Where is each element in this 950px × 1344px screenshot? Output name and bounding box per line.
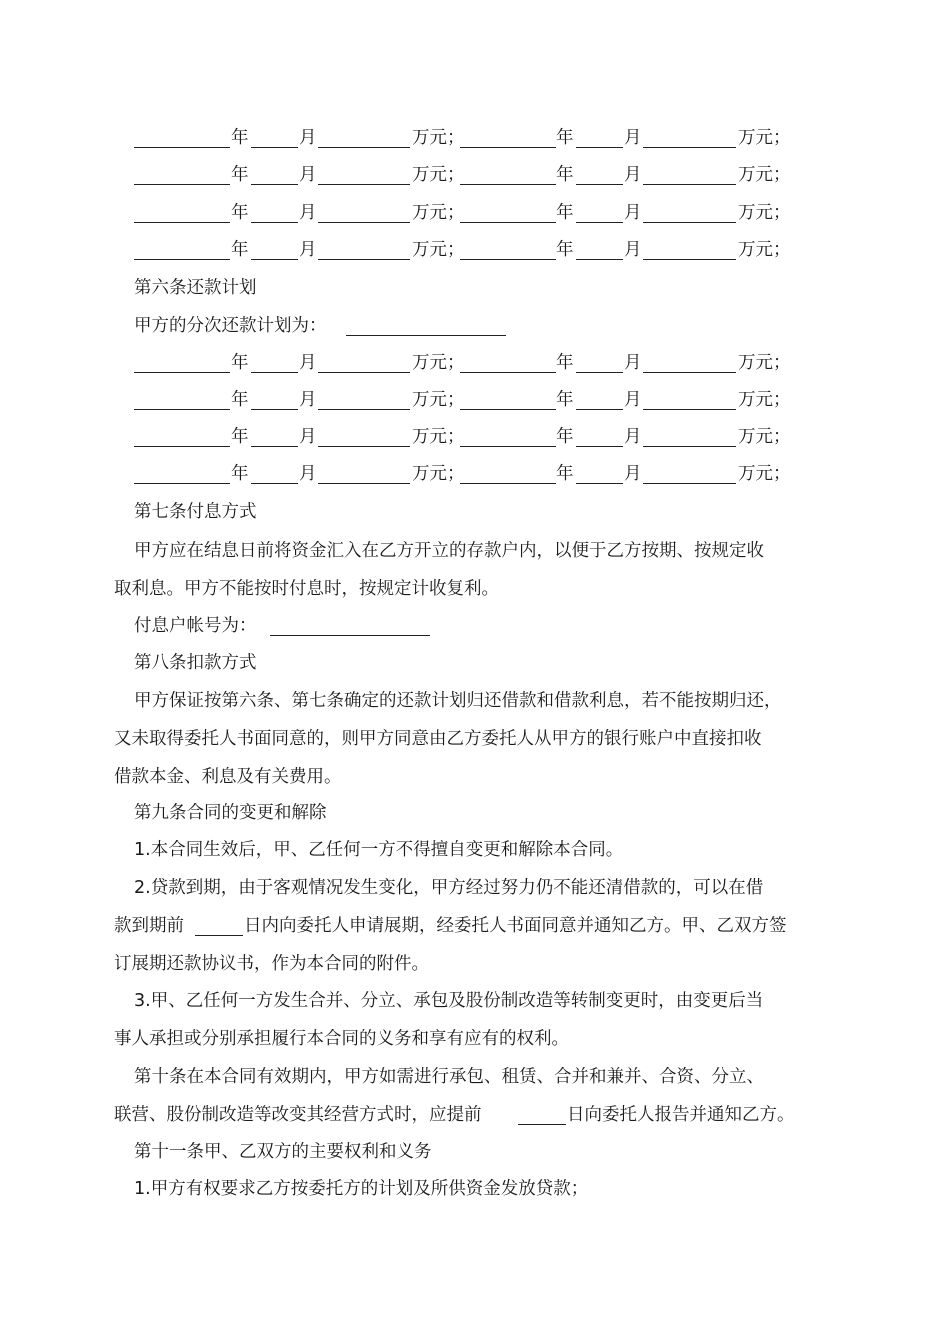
section6-plan-label: 甲方的分次还款计划为： xyxy=(134,316,327,336)
month-label: 月 xyxy=(299,464,317,484)
blank-year xyxy=(134,259,230,260)
schedule-row xyxy=(0,201,950,225)
section9-title: 第九条合同的变更和解除 xyxy=(134,803,327,823)
month-label: 月 xyxy=(299,203,317,223)
year-label: 年 xyxy=(556,203,574,223)
blank-year xyxy=(460,372,556,373)
account-blank xyxy=(270,635,430,636)
blank-amount xyxy=(643,184,736,185)
blank-month xyxy=(576,372,623,373)
schedule-row xyxy=(0,126,950,150)
section7-account-label: 付息户帐号为： xyxy=(134,616,257,636)
section7-title: 第七条付息方式 xyxy=(134,502,257,522)
section9-item2-line1: 2.贷款到期，由于客观情况发生变化，甲方经过努力仍不能还清借款的，可以在借 xyxy=(134,878,764,898)
amount-label: 万元； xyxy=(412,427,465,447)
month-label: 月 xyxy=(299,240,317,260)
amount-label: 万元； xyxy=(738,353,791,373)
schedule-row xyxy=(0,351,950,375)
blank-amount xyxy=(318,259,410,260)
blank-month xyxy=(576,222,623,223)
section10-line2a: 联营、股份制改造等改变其经营方式时，应提前 xyxy=(114,1105,482,1125)
blank-amount xyxy=(643,483,736,484)
amount-label: 万元； xyxy=(412,353,465,373)
blank-year xyxy=(134,483,230,484)
blank-year xyxy=(460,409,556,410)
month-label: 月 xyxy=(299,390,317,410)
section9-item1: 1.本合同生效后，甲、乙任何一方不得擅自变更和解除本合同。 xyxy=(134,840,624,860)
month-label: 月 xyxy=(299,427,317,447)
blank-amount xyxy=(643,222,736,223)
blank-year xyxy=(134,409,230,410)
year-label: 年 xyxy=(556,464,574,484)
section10-line2b: 日向委托人报告并通知乙方。 xyxy=(567,1105,795,1125)
year-label: 年 xyxy=(556,240,574,260)
blank-month xyxy=(251,147,298,148)
month-label: 月 xyxy=(299,353,317,373)
year-label: 年 xyxy=(231,464,249,484)
section6-title: 第六条还款计划 xyxy=(134,278,257,298)
amount-label: 万元； xyxy=(412,165,465,185)
schedule-row xyxy=(0,462,950,486)
month-label: 月 xyxy=(624,427,642,447)
blank-year xyxy=(460,446,556,447)
blank-year xyxy=(460,259,556,260)
blank-month xyxy=(251,372,298,373)
blank-month xyxy=(251,184,298,185)
blank-year xyxy=(134,147,230,148)
section8-title: 第八条扣款方式 xyxy=(134,653,257,673)
amount-label: 万元； xyxy=(412,128,465,148)
year-label: 年 xyxy=(556,427,574,447)
blank-month xyxy=(576,483,623,484)
month-label: 月 xyxy=(624,203,642,223)
blank-year xyxy=(134,372,230,373)
section7-paragraph-line1: 甲方应在结息日前将资金汇入在乙方开立的存款户内，以便于乙方按期、按规定收 xyxy=(134,541,764,561)
section11-title: 第十一条甲、乙双方的主要权利和义务 xyxy=(134,1142,432,1162)
amount-label: 万元； xyxy=(412,464,465,484)
section9-item2-line2b: 日内向委托人申请展期，经委托人书面同意并通知乙方。甲、乙双方签 xyxy=(244,916,787,936)
blank-month xyxy=(576,259,623,260)
year-label: 年 xyxy=(556,353,574,373)
blank-amount xyxy=(318,483,410,484)
blank-amount xyxy=(643,446,736,447)
section10-line1: 第十条在本合同有效期内，甲方如需进行承包、租赁、合并和兼并、合资、分立、 xyxy=(134,1067,764,1087)
month-label: 月 xyxy=(299,128,317,148)
schedule-row xyxy=(0,163,950,187)
amount-label: 万元； xyxy=(412,203,465,223)
blank-amount xyxy=(643,259,736,260)
year-label: 年 xyxy=(231,353,249,373)
section7-paragraph-line2: 取利息。甲方不能按时付息时，按规定计收复利。 xyxy=(114,579,499,599)
blank-month xyxy=(576,184,623,185)
blank-year xyxy=(134,222,230,223)
section9-item3-line1: 3.甲、乙任何一方发生合并、分立、承包及股份制改造等转制变更时，由变更后当 xyxy=(134,991,764,1011)
year-label: 年 xyxy=(231,390,249,410)
blank-year xyxy=(460,222,556,223)
blank-month xyxy=(251,446,298,447)
blank-amount xyxy=(318,446,410,447)
month-label: 月 xyxy=(624,128,642,148)
blank-amount xyxy=(643,409,736,410)
section8-line1: 甲方保证按第六条、第七条确定的还款计划归还借款和借款利息，若不能按期归还， xyxy=(134,691,782,711)
blank-year xyxy=(460,184,556,185)
section8-line2: 又未取得委托人书面同意的，则甲方同意由乙方委托人从甲方的银行账户中直接扣收 xyxy=(114,729,762,749)
amount-label: 万元； xyxy=(738,165,791,185)
month-label: 月 xyxy=(624,390,642,410)
blank-year xyxy=(134,446,230,447)
days-blank xyxy=(195,935,243,936)
year-label: 年 xyxy=(556,390,574,410)
amount-label: 万元； xyxy=(738,464,791,484)
blank-month xyxy=(576,147,623,148)
schedule-row xyxy=(0,238,950,262)
schedule-row xyxy=(0,388,950,412)
blank-month xyxy=(576,409,623,410)
blank-month xyxy=(576,446,623,447)
year-label: 年 xyxy=(556,128,574,148)
amount-label: 万元； xyxy=(412,390,465,410)
section9-item2-line2a: 款到期前 xyxy=(114,916,184,936)
blank-year xyxy=(460,147,556,148)
section9-item3-line2: 事人承担或分别承担履行本合同的义务和享有应有的权利。 xyxy=(114,1029,569,1049)
section11-item1: 1.甲方有权要求乙方按委托方的计划及所供资金发放贷款； xyxy=(134,1179,589,1199)
blank-amount xyxy=(318,372,410,373)
section8-line3: 借款本金、利息及有关费用。 xyxy=(114,767,342,787)
blank-month xyxy=(251,483,298,484)
amount-label: 万元； xyxy=(738,390,791,410)
blank-amount xyxy=(318,409,410,410)
blank-month xyxy=(251,259,298,260)
month-label: 月 xyxy=(624,240,642,260)
blank-amount xyxy=(318,184,410,185)
year-label: 年 xyxy=(231,427,249,447)
year-label: 年 xyxy=(231,128,249,148)
amount-label: 万元； xyxy=(412,240,465,260)
month-label: 月 xyxy=(624,464,642,484)
amount-label: 万元； xyxy=(738,240,791,260)
blank-amount xyxy=(318,222,410,223)
amount-label: 万元； xyxy=(738,427,791,447)
year-label: 年 xyxy=(231,165,249,185)
amount-label: 万元； xyxy=(738,203,791,223)
month-label: 月 xyxy=(624,353,642,373)
month-label: 月 xyxy=(624,165,642,185)
blank-amount xyxy=(643,372,736,373)
days-blank xyxy=(518,1124,566,1125)
blank-month xyxy=(251,409,298,410)
plan-blank xyxy=(346,335,506,336)
blank-month xyxy=(251,222,298,223)
section9-item2-line3: 订展期还款协议书，作为本合同的附件。 xyxy=(114,954,429,974)
blank-year xyxy=(134,184,230,185)
blank-amount xyxy=(318,147,410,148)
year-label: 年 xyxy=(556,165,574,185)
schedule-row xyxy=(0,425,950,449)
blank-year xyxy=(460,483,556,484)
amount-label: 万元； xyxy=(738,128,791,148)
month-label: 月 xyxy=(299,165,317,185)
blank-amount xyxy=(643,147,736,148)
year-label: 年 xyxy=(231,203,249,223)
year-label: 年 xyxy=(231,240,249,260)
